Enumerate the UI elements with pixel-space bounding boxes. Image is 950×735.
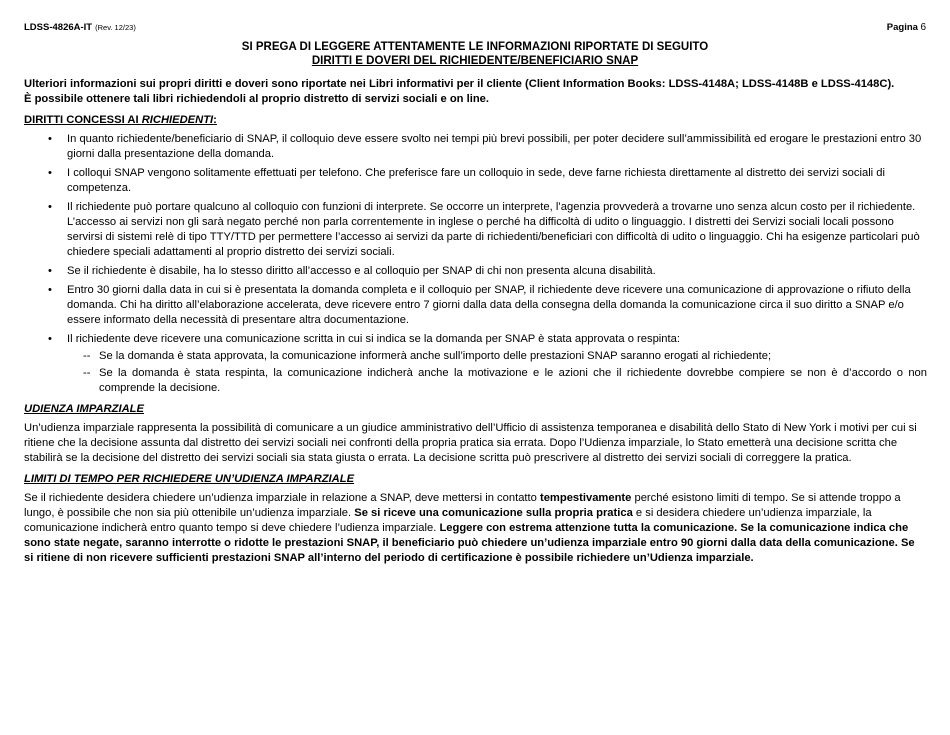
list-item: • I colloqui SNAP vengono solitamente effettuati per telefono. Che preferisce fare un colloquio in sede, deve farne richiesta direttamente al distretto dei servizi sociali di competenza. (24, 166, 927, 196)
page-header (24, 20, 926, 35)
rights-list (24, 132, 927, 396)
time-limits-paragraph: Se il richiedente desidera chiedere un’udienza imparziale in relazione a SNAP, deve mettersi in contatto tempestivamente perché esistono limiti di tempo. Se si attende troppo a lungo, è possibile che non sia più ottenibile un’udienza imparziale. Se si riceve una comunicazione sulla propria pratica e si desidera chiedere un’udienza imparziale, la comunicazione indicherà entro quanto tempo si deve chiedere l’udienza imparziale. Leggere con estrema attenzione tutta la comunicazione. Se la comunicazione indica che sono state negate, saranno interrotte o ridotte le prestazioni SNAP, il beneficiario può chiedere un’udienza imparziale entro 90 giorni dalla data della comunicazione. Se si ritiene di non ricevere sufficienti prestazioni SNAP all’interno del periodo di certificazione è possibile richiedere un’Udienza imparziale. (24, 492, 915, 564)
list-item: • Se il richiedente è disabile, ha lo stesso diritto all’accesso e al colloquio per SNAP di chi non presenta alcuna disabilità. (24, 264, 927, 279)
form-id-block (24, 20, 136, 35)
list-item-text: Il richiedente deve ricevere una comunicazione scritta in cui si indica se la domanda per SNAP è stata approvata o respinta: (67, 333, 680, 345)
list-item: • Il richiedente può portare qualcuno al colloquio con funzioni di interprete. Se occorre un interprete, l’agenzia provvederà a trovarne uno senza alcun costo per il richiedente. L’accesso ai servizi non gli sarà negato perché non parla correntemente in inglese o perché ha difficoltà di udito o linguaggio. I distretti dei Servizi sociali locali possono servirsi di sistemi relè di tipo TTY/TTD per permettere l’accesso ai servizi da parte di richiedenti/beneficiari con difficoltà di udito o linguaggio. Chi ha esigenze particolari può chiedere speciali adattamenti al proprio distretto dei servizi sociali. (24, 200, 927, 260)
form-id: LDSS-4826A-IT (24, 22, 93, 33)
rights-title-italic: RICHIEDENTI (141, 114, 214, 126)
sub-list-item: -- Se la domanda è stata respinta, la comunicazione indicherà anche la motivazione e le azioni che il richiedente dovrebbe compiere se non è d’accordo o non comprende la decisione. (67, 366, 927, 396)
title-line-1: SI PREGA DI LEGGERE ATTENTAMENTE LE INFORMAZIONI RIPORTATE DI SEGUITO (241, 41, 709, 53)
page-label: Pagina (886, 22, 918, 33)
intro-line-2: È possibile ottenere tali libri richiedendoli al proprio distretto di servizi sociali e on line. (24, 93, 490, 105)
page-number: 6 (920, 22, 926, 33)
time-limits-section-title: LIMITI DI TEMPO PER RICHIEDERE UN’UDIENZA IMPARZIALE (24, 473, 355, 485)
intro-paragraph (24, 77, 927, 107)
form-revision: (Rev. 12/23) (95, 23, 136, 32)
rights-section-title: DIRITTI CONCESSI AI RICHIEDENTI: (24, 114, 217, 126)
hearing-paragraph: Un’udienza imparziale rappresenta la possibilità di comunicare a un giudice amministrativo dell’Ufficio di assistenza temporanea e disabilità dello Stato di New York i motivi per cui si ritiene che la decisione assunta dal distretto dei servizi sociali nei confronti della propria pratica sia errata. Dopo l’Udienza imparziale, lo Stato emetterà una decisione scritta che stabilirà se la decisione del distretto dei servizi sociali sia stata giusta o errata. La decisione scritta può prescrivere al distretto dei servizi sociali di correggere la pratica. (24, 422, 917, 464)
title-line-2: DIRITTI E DOVERI DEL RICHIEDENTE/BENEFICIARIO SNAP (311, 55, 639, 67)
list-item (24, 332, 927, 396)
document-title (0, 40, 950, 68)
intro-line-1: Ulteriori informazioni sui propri diritti e doveri sono riportate nei Libri informativi per il cliente (Client Information Books: LDSS-4148A; LDSS-4148B e LDSS-4148C). (24, 78, 895, 90)
sub-list-item: -- Se la domanda è stata approvata, la comunicazione informerà anche sull’importo delle prestazioni SNAP saranno erogati al richiedente; (67, 349, 927, 364)
list-item: • In quanto richiedente/beneficiario di SNAP, il colloquio deve essere svolto nei tempi più brevi possibili, per poter decidere sull’ammissibilità ed erogare le prestazioni entro 30 giorni dalla presentazione della domanda. (24, 132, 927, 162)
decision-sublist (67, 349, 927, 396)
document-body (24, 77, 927, 570)
hearing-section-title: UDIENZA IMPARZIALE (24, 403, 144, 415)
list-item: • Entro 30 giorni dalla data in cui si è presentata la domanda completa e il colloquio per SNAP, il richiedente deve ricevere una comunicazione di approvazione o rifiuto della domanda. Chi ha diritto all’elaborazione accelerata, deve ricevere entro 7 giorni dalla data della consegna della domanda la comunicazione circa il suo diritto a SNAP e/o essere informato della necessità di presentare altra documentazione. (24, 283, 927, 328)
page-number-block (887, 20, 926, 35)
